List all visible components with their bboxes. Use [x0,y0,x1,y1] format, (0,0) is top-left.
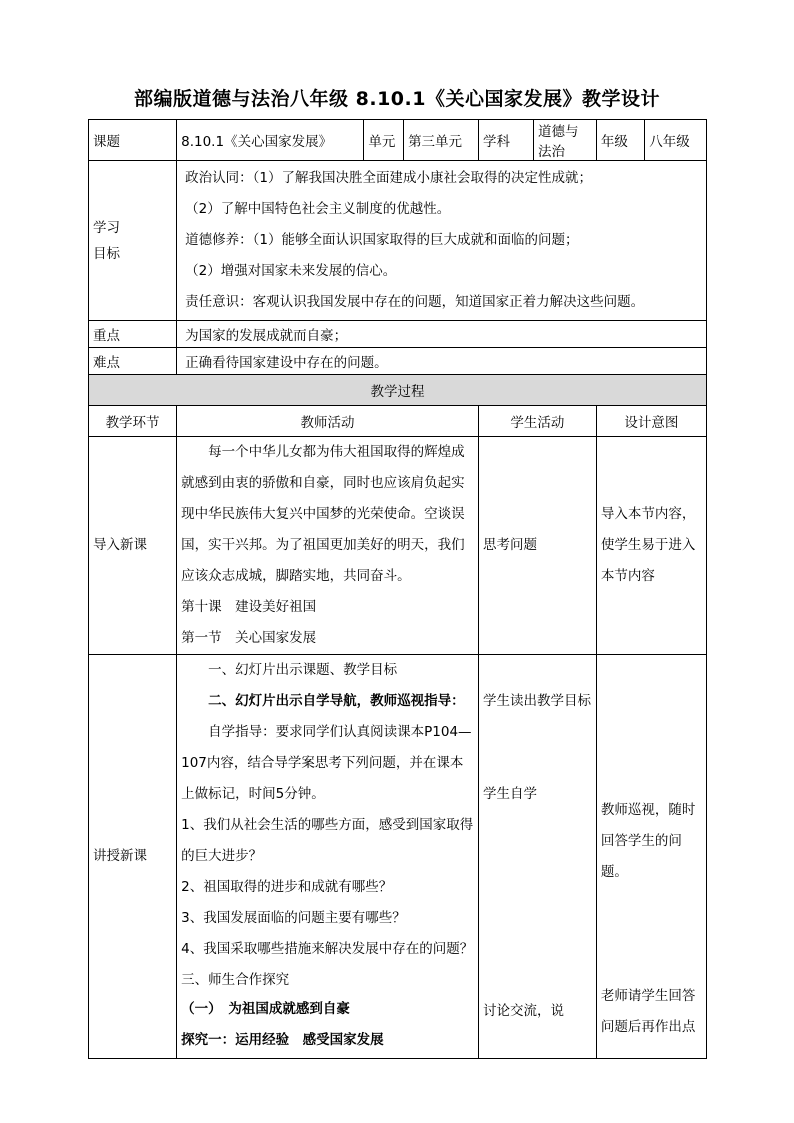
teacher-step-3: 自学指导：要求同学们认真阅读课本P104—107内容，结合导学案思考下列问题，并在课本上做标记，时间5分钟。 [181,724,472,802]
difficulty-label: 难点 [89,348,177,375]
intro-stage: 导入新课 [89,437,177,655]
teacher-step-6: 探究一：运用经验 感受国家发展 [181,1032,384,1048]
student-activity-2: 学生自学 [482,786,537,802]
grade-value: 八年级 [645,120,707,161]
key-point-label: 重点 [89,321,177,348]
intro-teacher [177,437,479,655]
process-title: 教学过程 [89,375,707,406]
student-activity-3: 讨论交流，说 [482,1003,564,1019]
grade-label: 年级 [596,120,644,161]
lesson-plan-table [88,119,707,1059]
key-point-row [89,321,707,348]
question-3: 3、我国发展面临的问题主要有哪些？ [181,910,406,926]
new-lesson-row [89,655,707,1059]
page-title: 部编版道德与法治八年级 8.10.1《关心国家发展》教学设计 [134,88,660,110]
process-header-row [89,406,707,437]
intro-section: 第一节 关心国家发展 [181,630,317,646]
process-title-row [89,375,707,406]
teacher-step-1: 一、幻灯片出示课题、教学目标 [208,662,398,678]
goal-line: 道德修养：（1）能够全面认识国家取得的巨大成就和面临的问题； [185,232,579,248]
intro-paragraph: 每一个中华儿女都为伟大祖国取得的辉煌成就感到由衷的骄傲和自豪，同时也应该肩负起实现中华民族伟大复兴中国梦的光荣使命。空谈误国，实干兴邦。为了祖国更加美好的明天，我们应该众志成城，脚踏实地，共同奋斗。 [181,444,465,584]
intro-student: 思考问题 [478,437,596,655]
intro-intent: 导入本节内容，使学生易于进入本节内容 [596,437,706,655]
new-teacher [177,655,479,1059]
unit-value: 第三单元 [404,120,479,161]
question-1: 1、我们从社会生活的哪些方面，感受到国家取得的巨大进步？ [181,817,474,864]
goals-row [89,161,707,321]
teacher-step-5: （一） 为祖国成就感到自豪 [181,1001,350,1017]
question-4: 4、我国采取哪些措施来解决发展中存在的问题？ [181,941,474,957]
goal-line: （2）了解中国特色社会主义制度的优越性。 [185,201,451,217]
new-intent [596,655,706,1059]
col-stage: 教学环节 [89,406,177,437]
goal-line: 政治认同：（1）了解我国决胜全面建成小康社会取得的决定性成就； [185,170,592,186]
intro-lesson: 第十课 建设美好祖国 [181,599,317,615]
intent-1: 教师巡视，随时回答学生的问题。 [600,801,696,880]
course-label: 课题 [89,120,177,161]
question-2: 2、祖国取得的进步和成就有哪些？ [181,879,393,895]
goals-content [177,161,707,321]
goal-line: 责任意识：客观认识我国发展中存在的问题，知道国家正着力解决这些问题。 [185,294,645,310]
col-intent: 设计意图 [596,406,706,437]
goal-line: （2）增强对国家未来发展的信心。 [185,263,397,279]
intent-2: 老师请学生回答问题后再作出点 [600,987,696,1035]
intro-row [89,437,707,655]
col-student: 学生活动 [478,406,596,437]
teacher-step-2: 二、幻灯片出示自学导航，教师巡视指导： [208,693,465,709]
subject-label: 学科 [478,120,533,161]
difficulty-value: 正确看待国家建设中存在的问题。 [177,348,707,375]
new-stage: 讲授新课 [89,655,177,1059]
student-activity-1: 学生读出教学目标 [482,693,591,709]
new-student [478,655,596,1059]
course-value: 8.10.1《关心国家发展》 [177,120,364,161]
difficulty-row [89,348,707,375]
header-row [89,120,707,161]
col-teacher: 教师活动 [177,406,479,437]
key-point-value: 为国家的发展成就而自豪； [177,321,707,348]
goals-label: 学习 目标 [89,161,177,321]
subject-value: 道德与法治 [534,120,597,161]
unit-label: 单元 [364,120,404,161]
teacher-step-4: 三、师生合作探究 [181,972,290,988]
